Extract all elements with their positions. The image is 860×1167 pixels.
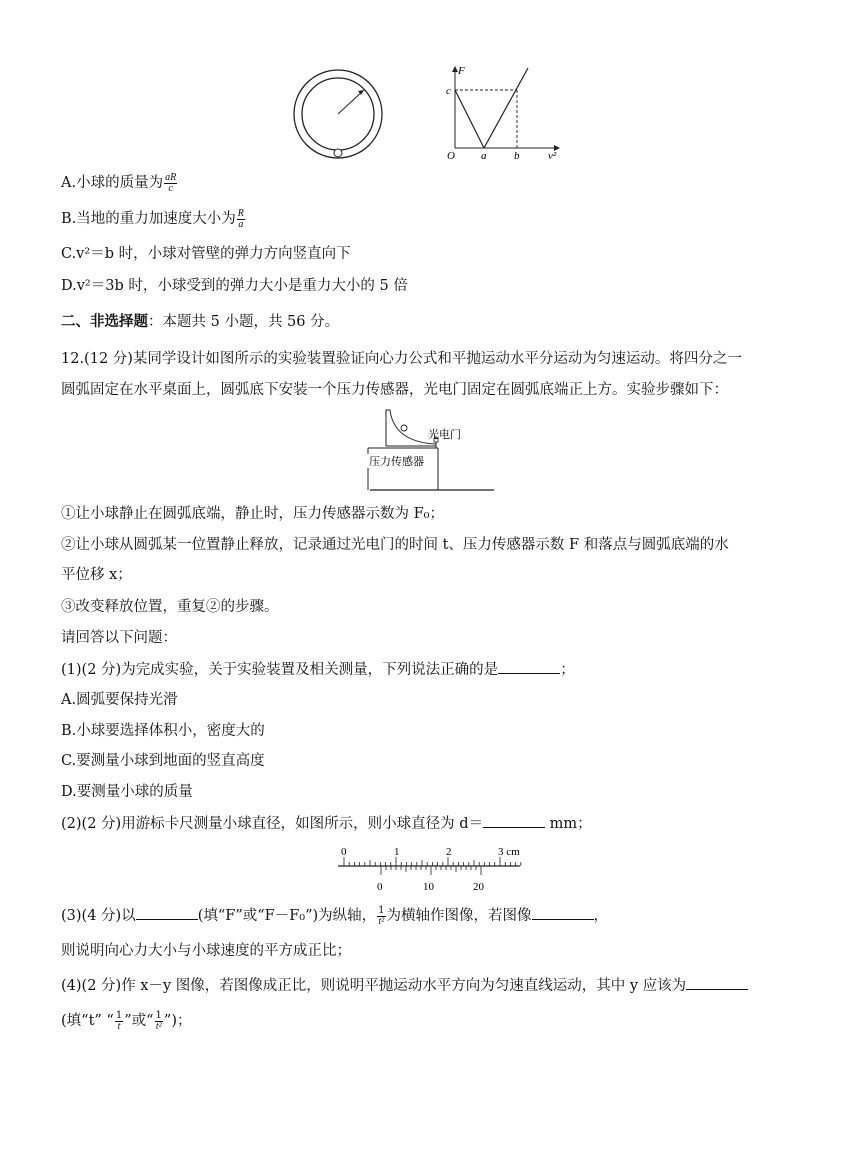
axis-f-label: F bbox=[458, 65, 465, 77]
fraction: $\frac{1}{\text{t²}}$ bbox=[378, 904, 385, 927]
step-3: ③改变释放位置，重复②的步骤。 bbox=[61, 599, 279, 615]
q12-intro-line1: 12.(12 分)某同学设计如图所示的实验装置验证向心力公式和平抛运动水平分运动为匀速运动。将四分之一 bbox=[61, 351, 742, 367]
p1-option-d: D.要测量小球的质量 bbox=[61, 784, 193, 800]
photogate-label: 光电门 bbox=[428, 429, 461, 441]
axis-v2-label: v² bbox=[548, 150, 557, 162]
fraction: $\frac{aR}{c}$ bbox=[165, 171, 177, 194]
apparatus-figure bbox=[362, 408, 502, 498]
vernier-label-0: 0 bbox=[377, 881, 383, 893]
ask-text: 请回答以下问题： bbox=[61, 630, 177, 646]
option-b: B.当地的重力加速度大小为 $\frac{R}{a}$ bbox=[61, 207, 244, 230]
fraction: $\frac{1}{\text{t²}}$ bbox=[155, 1009, 162, 1032]
label-a: a bbox=[481, 150, 487, 162]
label-c: c bbox=[446, 85, 451, 97]
part-3-line2: 则说明向心力大小与小球速度的平方成正比； bbox=[61, 943, 351, 959]
vernier-label-10: 10 bbox=[423, 881, 434, 893]
answer-blank-3a[interactable] bbox=[136, 905, 198, 920]
main-scale-label-0: 0 bbox=[341, 846, 347, 858]
main-scale-label-2: 2 bbox=[446, 846, 452, 858]
part-1: (1)(2 分)为完成实验，关于实验装置及相关测量，下列说法正确的是 ； bbox=[61, 659, 575, 681]
fraction: $\frac{R}{a}$ bbox=[237, 207, 244, 230]
origin-label: O bbox=[447, 150, 455, 162]
f-v2-graph bbox=[440, 62, 570, 166]
answer-blank-4[interactable] bbox=[686, 975, 748, 990]
part-4-line2: (填“t” “ $\frac{1}{t}$ ”或“ $\frac{1}{\text{t²}}$ ”)； bbox=[61, 1009, 192, 1032]
step-2-line2: 平位移 x； bbox=[61, 567, 132, 583]
p1-option-b: B.小球要选择体积小，密度大的 bbox=[61, 723, 265, 739]
step-1: ①让小球静止在圆弧底端，静止时，压力传感器示数为 F₀； bbox=[61, 506, 444, 522]
option-c: C.v²＝b 时，小球对管壁的弹力方向竖直向下 bbox=[61, 246, 351, 262]
p1-option-a: A.圆弧要保持光滑 bbox=[61, 692, 178, 708]
pressure-sensor-label: 压力传感器 bbox=[369, 456, 424, 468]
fraction: $\frac{1}{t}$ bbox=[115, 1009, 123, 1032]
answer-blank-1[interactable] bbox=[498, 659, 560, 674]
option-d: D.v²＝3b 时，小球受到的弹力大小是重力大小的 5 倍 bbox=[61, 278, 408, 294]
main-scale-label-3: 3 cm bbox=[498, 846, 520, 858]
section-heading: 二、非选择题：本题共 5 小题，共 56 分。 bbox=[61, 313, 340, 330]
part-4: (4)(2 分)作 x－y 图像，若图像成正比，则说明平抛运动水平方向为匀速直线运动，其中 y 应该为 bbox=[61, 975, 748, 997]
option-a: A.小球的质量为 $\frac{aR}{c}$ bbox=[61, 171, 177, 194]
step-2-line1: ②让小球从圆弧某一位置静止释放，记录通过光电门的时间 t、压力传感器示数 F 和落点与圆弧底端的水 bbox=[61, 537, 729, 553]
label-b: b bbox=[514, 150, 520, 162]
p1-option-c: C.要测量小球到地面的竖直高度 bbox=[61, 753, 265, 769]
answer-blank-3b[interactable] bbox=[532, 905, 594, 920]
q12-intro-line2: 圆弧固定在水平桌面上，圆弧底下安装一个压力传感器，光电门固定在圆弧底端正上方。实验步骤如下： bbox=[61, 382, 728, 398]
part-2: (2)(2 分)用游标卡尺测量小球直径，如图所示，则小球直径为 d＝ mm； bbox=[61, 813, 592, 835]
vernier-label-20: 20 bbox=[473, 881, 484, 893]
part-3: (3)(4 分)以 (填“F”或“F－F₀”)为纵轴， $\frac{1}{\text{t²}}$ 为横轴作图像，若图像 ， bbox=[61, 904, 609, 927]
vernier-caliper-figure bbox=[334, 842, 534, 894]
main-scale-label-1: 1 bbox=[394, 846, 400, 858]
answer-blank-2[interactable] bbox=[483, 813, 545, 828]
circular-tube-figure bbox=[290, 68, 386, 160]
